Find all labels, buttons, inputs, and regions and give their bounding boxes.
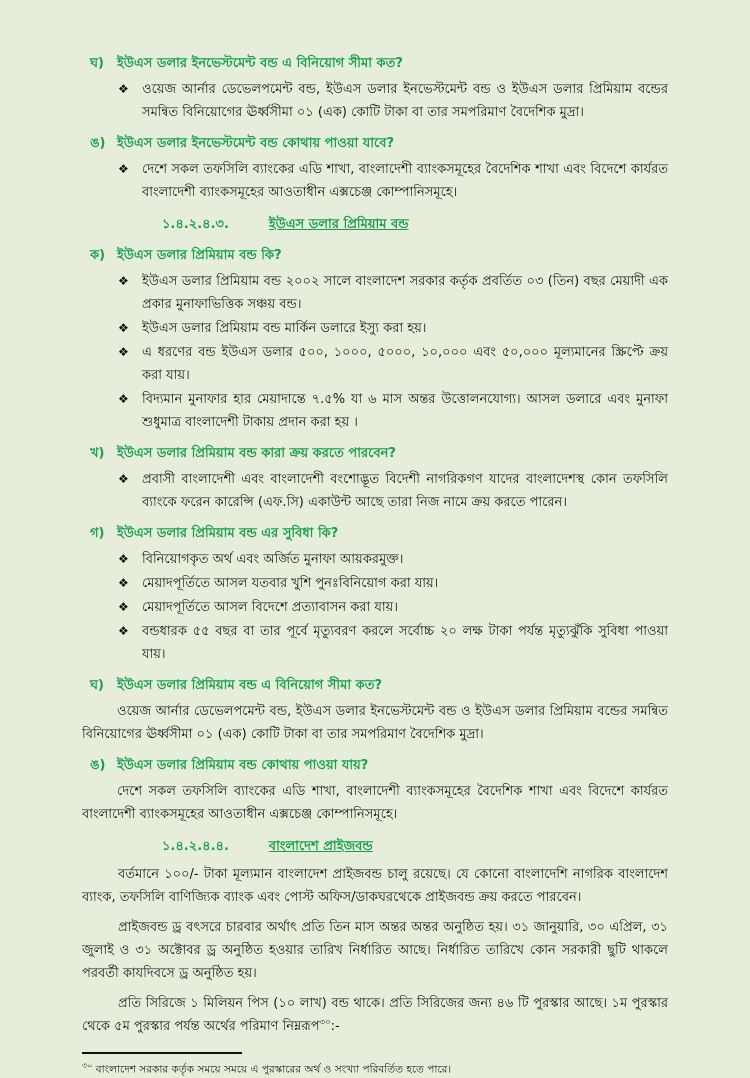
- diamond-bullet-icon: ❖: [118, 392, 129, 406]
- section-number: ১.৪.২.৪.৪.: [162, 839, 229, 854]
- bullet-text: মেয়াদপূর্তিতে আসল যতবার খুশি পুনঃবিনিয়োগ করা যায়।: [142, 576, 439, 591]
- bullet-text: এ ধরণের বন্ড ইউএস ডলার ৫০০, ১০০০, ৫০০০, ১০,০০০ এবং ৫০,০০০ মূল্যমানের স্ক্রিপ্টে ক্রয় করা যায়।: [142, 345, 668, 383]
- bullet-item: [82, 620, 668, 666]
- question-label: ঘ): [90, 678, 104, 693]
- question-text: ইউএস ডলার ইনভেস্টমেন্ট বন্ড এ বিনিয়োগ সীমা কত?: [117, 56, 403, 71]
- diamond-bullet-icon: ❖: [118, 162, 129, 176]
- bullet-item: [82, 270, 668, 316]
- bullet-text: বন্ডধারক ৫৫ বছর বা তার পূর্বে মৃত্যুবরণ করলে সর্বোচ্চ ২০ লক্ষ টাকা পর্যন্ত মৃত্যুঝুঁকি সুবিধা পাওয়া যায়।: [142, 624, 668, 662]
- question-label: ক): [90, 248, 106, 263]
- diamond-bullet-icon: ❖: [118, 321, 129, 335]
- diamond-bullet-icon: ❖: [118, 600, 129, 614]
- question-label: খ): [90, 446, 105, 461]
- diamond-bullet-icon: ❖: [118, 82, 129, 96]
- section-title: ইউএস ডলার প্রিমিয়াম বন্ড: [268, 217, 409, 232]
- bullet-text: মেয়াদপূর্তিতে আসল বিদেশে প্রত্যাবাসন করা যায়।: [142, 600, 398, 615]
- bullet-item: [82, 468, 668, 514]
- bullet-text: প্রবাসী বাংলাদেশী এবং বাংলাদেশী বংশোদ্ভূত বিদেশী নাগরিকগণ যাদের বাংলাদেশস্থ কোন তফসিলি ব্যাংকে ফরেন কারেন্সি (এফ.সি) একাউন্ট আছে তারা নিজ নামে ক্রয় করতে পারেন।: [142, 472, 668, 510]
- footnote: [82, 1058, 668, 1078]
- footnote-text: বাংলাদেশ সরকার কর্তৃক সময়ে সময়ে এ পুরস্কারের অর্থ ও সংখ্যা পরিবর্তিত হতে পারে।: [92, 1063, 452, 1076]
- bullet-item: [82, 78, 668, 124]
- footnote-ref: ৩০: [319, 1017, 331, 1028]
- bullet-item: [82, 596, 668, 619]
- question-label: ঙ): [90, 758, 106, 773]
- section-heading-premium-bond: [162, 213, 668, 236]
- question-text: ইউএস ডলার প্রিমিয়াম বন্ড কি?: [117, 248, 282, 263]
- question-label: ঙ): [90, 136, 106, 151]
- question-label: গ): [90, 526, 105, 541]
- bullet-text: ওয়েজ আর্নার ডেভেলপমেন্ট বন্ড, ইউএস ডলার ইনভেস্টমেন্ট বন্ড ও ইউএস ডলার প্রিমিয়াম বন্ডের সমন্বিত বিনিয়োগের ঊর্ধ্বসীমা ০১ (এক) কোটি টাকা বা তার সমপরিমাণ বৈদেশিক মুদ্রা।: [142, 82, 668, 120]
- question-text: ইউএস ডলার প্রিমিয়াম বন্ড এ বিনিয়োগ সীমা কত?: [117, 678, 383, 693]
- diamond-bullet-icon: ❖: [118, 472, 129, 486]
- question-heading-premium-who: [82, 442, 668, 465]
- diamond-bullet-icon: ❖: [118, 552, 129, 566]
- paragraph-text: প্রতি সিরিজে ১ মিলিয়ন পিস (১০ লাখ) বন্ড থাকে। প্রতি সিরিজের জন্য ৪৬ টি পুরস্কার আছে। ১ম পুরস্কার থেকে ৫ম পুরস্কার পর্যন্ত অর্থের পরিমাণ নিম্নরূপ: [82, 996, 668, 1034]
- bullet-text: দেশে সকল তফসিলি ব্যাংকের এডি শাখা, বাংলাদেশী ব্যাংকসমূহের বৈদেশিক শাখা এবং বিদেশে কার্যরত বাংলাদেশী ব্যাংকসমূহের আওতাধীন এক্সচেঞ্জ কোম্পানিসমূহে।: [142, 162, 668, 200]
- diamond-bullet-icon: ❖: [118, 345, 129, 359]
- bullet-text: ইউএস ডলার প্রিমিয়াম বন্ড মার্কিন ডলারে ইস্যু করা হয়।: [142, 321, 427, 336]
- footnote-marker: ৩০: [82, 1061, 93, 1070]
- bullet-text: বিদ্যমান মুনাফার হার মেয়াদান্তে ৭.৫% যা ৬ মাস অন্তর উত্তোলনযোগ্য। আসল ডলারে এবং মুনাফা শুধুমাত্র বাংলাদেশী টাকায় প্রদান করা হয় ।: [142, 392, 668, 430]
- answer-paragraph: ওয়েজ আর্নার ডেভেলপমেন্ট বন্ড, ইউএস ডলার ইনভেস্টমেন্ট বন্ড ও ইউএস ডলার প্রিমিয়াম বন্ডের সমন্বিত বিনিয়োগের ঊর্ধ্বসীমা ০১ (এক) কোটি টাকা বা তার সমপরিমাণ বৈদেশিক মুদ্রা।: [82, 704, 668, 742]
- bullet-text: ইউএস ডলার প্রিমিয়াম বন্ড ২০০২ সালে বাংলাদেশ সরকার কর্তৃক প্রবর্তিত ০৩ (তিন) বছর মেয়াদী এক প্রকার মুনাফাভিত্তিক সঞ্চয় বন্ড।: [142, 274, 668, 312]
- question-heading-premium-limit: [82, 674, 668, 697]
- question-text: ইউএস ডলার প্রিমিয়াম বন্ড কারা ক্রয় করতে পারবেন?: [117, 446, 396, 461]
- paragraph: [82, 992, 668, 1038]
- answer-paragraph: দেশে সকল তফসিলি ব্যাংকের এডি শাখা, বাংলাদেশী ব্যাংকসমূহের বৈদেশিক শাখা এবং বিদেশে কার্যরত বাংলাদেশী ব্যাংকসমূহের আওতাধীন এক্সচেঞ্জ কোম্পানিসমূহে।: [82, 784, 668, 822]
- footnote-area: [82, 1052, 668, 1078]
- paragraph-text: :-: [330, 1019, 340, 1034]
- section-heading-prize-bond: [162, 835, 668, 858]
- bullet-text: বিনিয়োগকৃত অর্থ এবং অর্জিত মুনাফা আয়করমুক্ত।: [142, 552, 404, 567]
- bullet-item: [82, 317, 668, 340]
- question-heading-invest-where: [82, 132, 668, 155]
- diamond-bullet-icon: ❖: [118, 274, 129, 288]
- section-title: বাংলাদেশ প্রাইজবন্ড: [268, 839, 373, 854]
- question-heading-premium-where: [82, 754, 668, 777]
- bullet-item: [82, 572, 668, 595]
- question-text: ইউএস ডলার প্রিমিয়াম বন্ড কোথায় পাওয়া যায়?: [117, 758, 369, 773]
- question-heading-premium-benefits: [82, 522, 668, 545]
- footnote-divider: [82, 1052, 242, 1054]
- question-label: ঘ): [90, 56, 104, 71]
- bullet-item: [82, 341, 668, 387]
- bullet-item: [82, 158, 668, 204]
- diamond-bullet-icon: ❖: [118, 624, 129, 638]
- diamond-bullet-icon: ❖: [118, 576, 129, 590]
- question-heading-invest-limit: [82, 52, 668, 75]
- question-text: ইউএস ডলার ইনভেস্টমেন্ট বন্ড কোথায় পাওয়া যাবে?: [117, 136, 395, 151]
- bullet-item: [82, 548, 668, 571]
- question-heading-premium-what: [82, 244, 668, 267]
- question-text: ইউএস ডলার প্রিমিয়াম বন্ড এর সুবিধা কি?: [117, 526, 339, 541]
- paragraph: বর্তমানে ১০০/- টাকা মূল্যমান বাংলাদেশ প্রাইজবন্ড চালু রয়েছে। যে কোনো বাংলাদেশি নাগরিক বাংলাদেশ ব্যাংক, তফসিলি বাণিজ্যিক ব্যাংক এবং পোস্ট অফিস/ডাকঘরথেকে প্রাইজবন্ড ক্রয় করতে পারবেন।: [82, 867, 668, 905]
- paragraph: প্রাইজবন্ড ড্র বৎসরে চারবার অর্থাৎ প্রতি তিন মাস অন্তর অন্তর অনুষ্ঠিত হয়। ৩১ জানুয়ারি, ৩০ এপ্রিল, ৩১ জুলাই ও ৩১ অক্টোবর ড্র অনুষ্ঠিত হওয়ার তারিখ নির্ধারিত আছে। নির্ধারিত তারিখে কোন সরকারী ছুটি থাকলে পরবর্তী কাযদিবসে ড্র অনুষ্ঠিত হয়।: [82, 920, 668, 981]
- bullet-item: [82, 388, 668, 434]
- section-number: ১.৪.২.৪.৩.: [162, 217, 229, 232]
